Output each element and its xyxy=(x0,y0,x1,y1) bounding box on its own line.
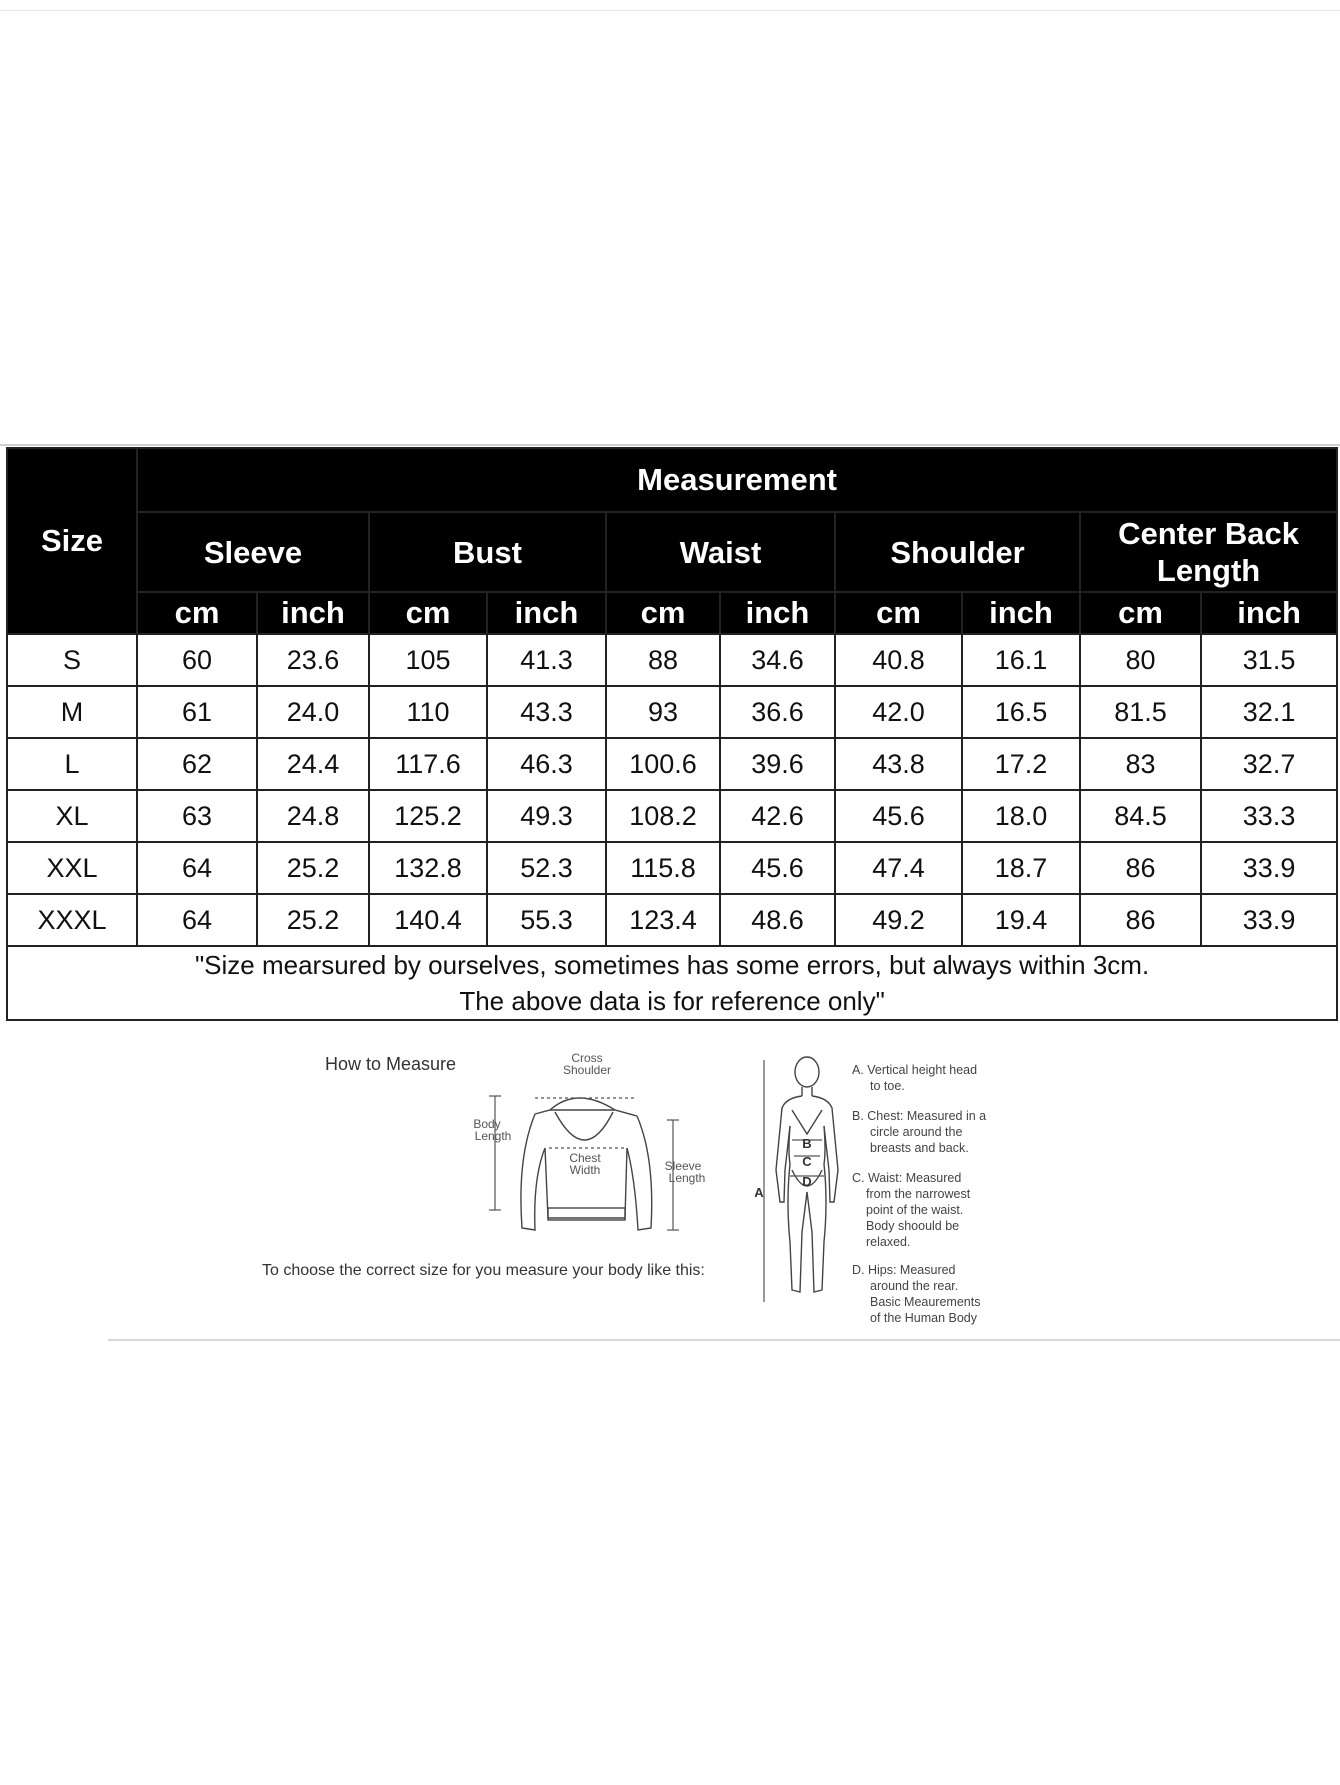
group-header-bust: Bust xyxy=(369,512,606,592)
sleeve-length-label: Sleeve xyxy=(664,1159,702,1173)
value-cell: 43.3 xyxy=(487,686,606,738)
value-cell: 33.3 xyxy=(1201,790,1337,842)
legend-c xyxy=(852,1170,970,1250)
body-label-a: A xyxy=(754,1185,764,1200)
unit-header: inch xyxy=(487,592,606,634)
table-row xyxy=(7,634,1337,686)
value-cell: 63 xyxy=(137,790,257,842)
value-cell: 49.2 xyxy=(835,894,962,946)
legend-d-line: around the rear. xyxy=(870,1279,959,1293)
value-cell: 115.8 xyxy=(606,842,720,894)
value-cell: 23.6 xyxy=(257,634,369,686)
value-cell: 105 xyxy=(369,634,487,686)
value-cell: 83 xyxy=(1080,738,1201,790)
measurement-header: Measurement xyxy=(137,448,1337,512)
value-cell: 80 xyxy=(1080,634,1201,686)
value-cell: 40.8 xyxy=(835,634,962,686)
size-cell: XL xyxy=(7,790,137,842)
cross-shoulder-label: Cross xyxy=(571,1051,603,1065)
unit-header: cm xyxy=(137,592,257,634)
size-cell: XXXL xyxy=(7,894,137,946)
chest-width-label: Width xyxy=(569,1163,601,1177)
value-cell: 24.8 xyxy=(257,790,369,842)
value-cell: 45.6 xyxy=(835,790,962,842)
value-cell: 42.0 xyxy=(835,686,962,738)
unit-header: inch xyxy=(1201,592,1337,634)
unit-header: cm xyxy=(369,592,487,634)
value-cell: 42.6 xyxy=(720,790,835,842)
legend-b-line: B. Chest: Measured in a xyxy=(852,1109,987,1123)
size-cell: M xyxy=(7,686,137,738)
unit-header: cm xyxy=(835,592,962,634)
table-row xyxy=(7,842,1337,894)
value-cell: 36.6 xyxy=(720,686,835,738)
value-cell: 88 xyxy=(606,634,720,686)
choose-size-instruction: To choose the correct size for you measure your body like this: xyxy=(262,1262,705,1279)
size-chart-table xyxy=(6,447,1338,1021)
value-cell: 16.1 xyxy=(962,634,1080,686)
value-cell: 132.8 xyxy=(369,842,487,894)
value-cell: 32.1 xyxy=(1201,686,1337,738)
unit-header: cm xyxy=(606,592,720,634)
value-cell: 123.4 xyxy=(606,894,720,946)
value-cell: 49.3 xyxy=(487,790,606,842)
value-cell: 39.6 xyxy=(720,738,835,790)
value-cell: 48.6 xyxy=(720,894,835,946)
value-cell: 19.4 xyxy=(962,894,1080,946)
size-header: Size xyxy=(7,448,137,634)
unit-header: cm xyxy=(1080,592,1201,634)
value-cell: 81.5 xyxy=(1080,686,1201,738)
value-cell: 33.9 xyxy=(1201,894,1337,946)
value-cell: 24.4 xyxy=(257,738,369,790)
legend-a-line: A. Vertical height head xyxy=(852,1063,978,1077)
body-figure-diagram xyxy=(752,1052,852,1322)
legend-d-line: of the Human Body xyxy=(870,1311,978,1325)
legend-a xyxy=(852,1062,977,1094)
legend-c-line: Body shoould be xyxy=(866,1219,960,1233)
legend-c-line: point of the waist. xyxy=(866,1203,964,1217)
group-header-sleeve: Sleeve xyxy=(137,512,369,592)
note-line-1: "Size mearsured by ourselves, sometimes has some errors, but always within 3cm. xyxy=(194,950,1150,980)
value-cell: 55.3 xyxy=(487,894,606,946)
group-header-center-back-length: Center Back Length xyxy=(1080,512,1337,592)
legend-d-line: Basic Meaurements xyxy=(870,1295,981,1309)
legend-d xyxy=(852,1262,980,1326)
body-length-label: Length xyxy=(474,1129,512,1143)
value-cell: 46.3 xyxy=(487,738,606,790)
legend-b-line: breasts and back. xyxy=(870,1141,969,1155)
group-header-waist: Waist xyxy=(606,512,835,592)
chart-top-edge xyxy=(0,444,1340,446)
legend-b xyxy=(852,1108,986,1156)
value-cell: 62 xyxy=(137,738,257,790)
value-cell: 16.5 xyxy=(962,686,1080,738)
value-cell: 140.4 xyxy=(369,894,487,946)
value-cell: 108.2 xyxy=(606,790,720,842)
chest-width-label: Chest xyxy=(569,1151,601,1165)
value-cell: 17.2 xyxy=(962,738,1080,790)
group-header-shoulder: Shoulder xyxy=(835,512,1080,592)
value-cell: 18.0 xyxy=(962,790,1080,842)
value-cell: 110 xyxy=(369,686,487,738)
body-length-label: Body xyxy=(473,1117,501,1131)
size-cell: XXL xyxy=(7,842,137,894)
value-cell: 86 xyxy=(1080,842,1201,894)
value-cell: 47.4 xyxy=(835,842,962,894)
unit-header: inch xyxy=(962,592,1080,634)
value-cell: 43.8 xyxy=(835,738,962,790)
value-cell: 84.5 xyxy=(1080,790,1201,842)
value-cell: 93 xyxy=(606,686,720,738)
value-cell: 33.9 xyxy=(1201,842,1337,894)
unit-header: inch xyxy=(257,592,369,634)
value-cell: 125.2 xyxy=(369,790,487,842)
cross-shoulder-label: Shoulder xyxy=(562,1063,612,1077)
note-line-2: The above data is for reference only" xyxy=(459,986,885,1016)
value-cell: 86 xyxy=(1080,894,1201,946)
legend-a-line: to toe. xyxy=(870,1079,905,1093)
table-row xyxy=(7,738,1337,790)
value-cell: 41.3 xyxy=(487,634,606,686)
size-rows xyxy=(7,634,1337,946)
sleeve-length-label: Length xyxy=(668,1171,706,1185)
top-divider xyxy=(0,10,1340,11)
value-cell: 31.5 xyxy=(1201,634,1337,686)
legend-c-line: relaxed. xyxy=(866,1235,911,1249)
bottom-divider xyxy=(108,1339,1340,1341)
legend-b-line: circle around the xyxy=(870,1125,963,1139)
value-cell: 32.7 xyxy=(1201,738,1337,790)
how-to-measure-section xyxy=(0,1040,1340,1340)
value-cell: 25.2 xyxy=(257,894,369,946)
unit-header: inch xyxy=(720,592,835,634)
value-cell: 25.2 xyxy=(257,842,369,894)
value-cell: 64 xyxy=(137,894,257,946)
body-label-c: C xyxy=(802,1154,812,1169)
table-row xyxy=(7,894,1337,946)
how-to-measure-title: How to Measure xyxy=(325,1054,457,1074)
value-cell: 61 xyxy=(137,686,257,738)
size-cell: L xyxy=(7,738,137,790)
legend-d-line: D. Hips: Measured xyxy=(852,1263,956,1277)
legend-c-line: C. Waist: Measured xyxy=(852,1171,962,1185)
legend-c-line: from the narrowest xyxy=(866,1187,971,1201)
value-cell: 45.6 xyxy=(720,842,835,894)
table-row xyxy=(7,686,1337,738)
value-cell: 117.6 xyxy=(369,738,487,790)
value-cell: 34.6 xyxy=(720,634,835,686)
value-cell: 60 xyxy=(137,634,257,686)
table-row xyxy=(7,790,1337,842)
body-label-d: D xyxy=(802,1174,812,1189)
value-cell: 18.7 xyxy=(962,842,1080,894)
body-label-b: B xyxy=(802,1136,812,1151)
reference-note xyxy=(7,946,1337,1020)
value-cell: 100.6 xyxy=(606,738,720,790)
value-cell: 24.0 xyxy=(257,686,369,738)
value-cell: 64 xyxy=(137,842,257,894)
size-cell: S xyxy=(7,634,137,686)
sweater-diagram xyxy=(465,1048,725,1248)
value-cell: 52.3 xyxy=(487,842,606,894)
